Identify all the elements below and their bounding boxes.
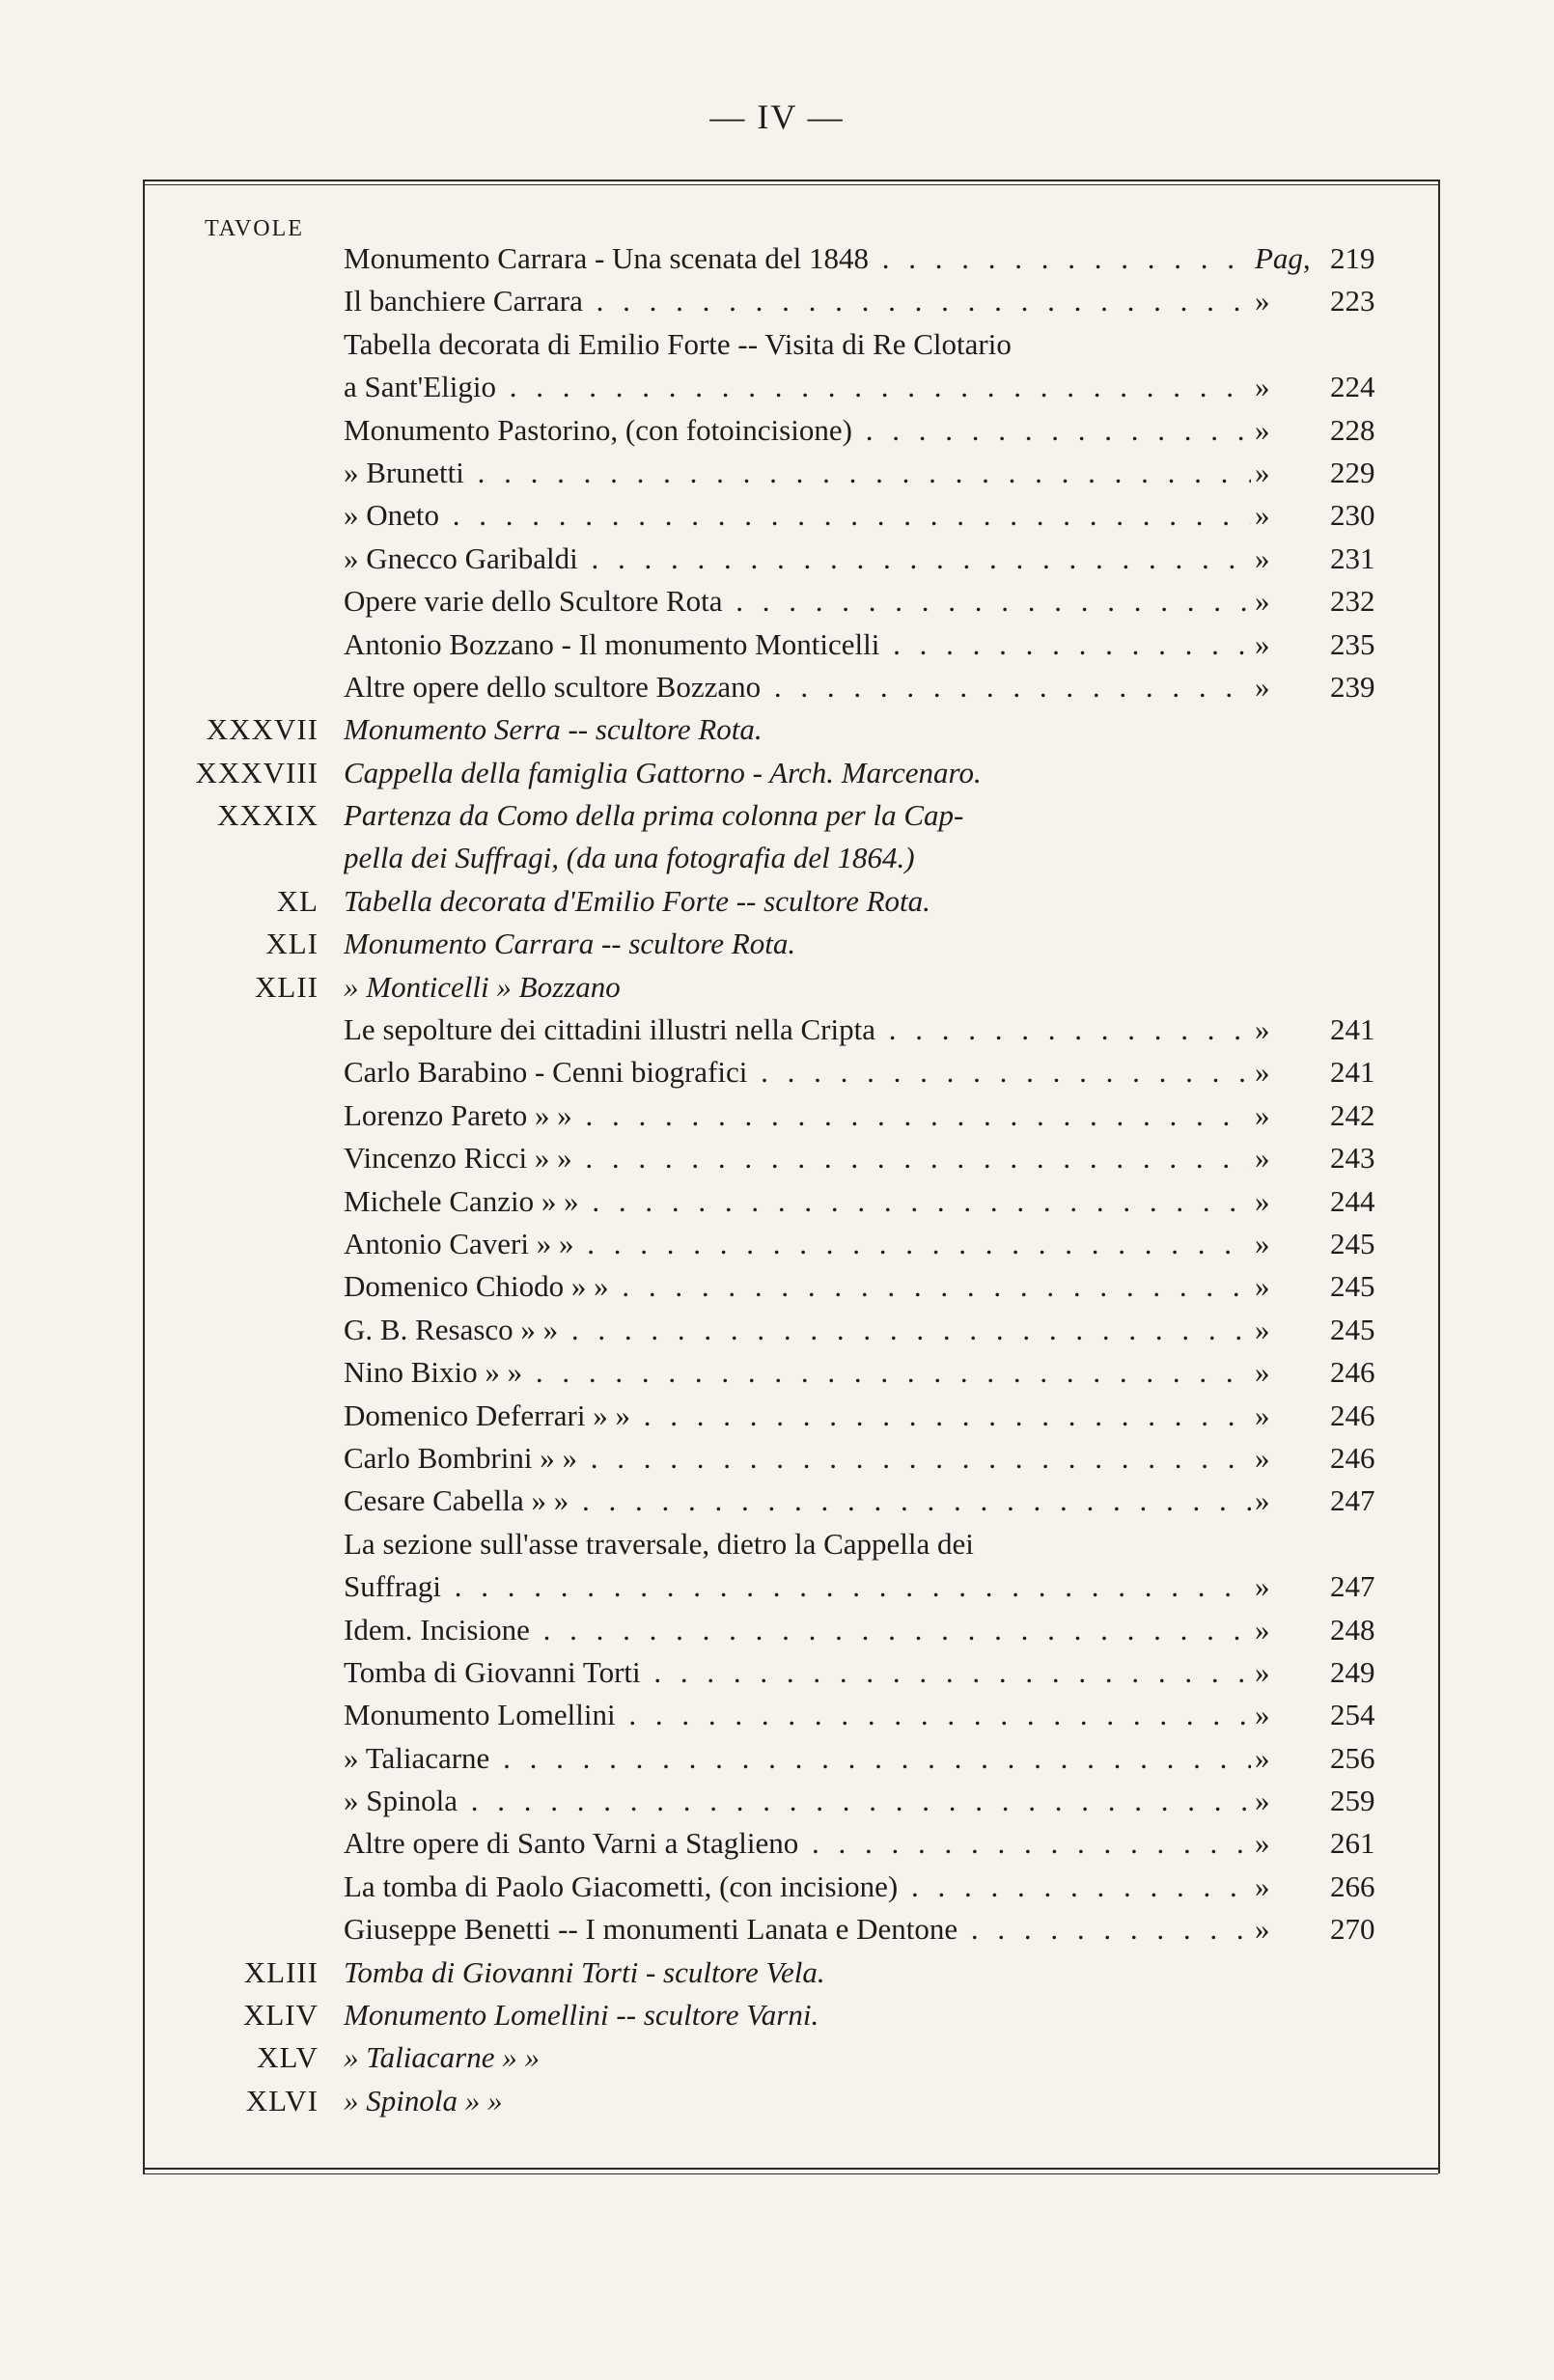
index-row xyxy=(145,1651,1434,1694)
page-number: 247 xyxy=(1330,1483,1375,1518)
index-row xyxy=(145,2080,1434,2122)
plate-number: XLV xyxy=(257,2040,319,2075)
page-number: 219 xyxy=(1330,241,1375,275)
plate-number: XXXIX xyxy=(217,798,319,833)
index-row xyxy=(145,1609,1434,1651)
page-number: 224 xyxy=(1330,370,1375,404)
page-number: 245 xyxy=(1330,1269,1375,1304)
section-label: TAVOLE xyxy=(205,216,304,241)
index-row xyxy=(145,1437,1434,1480)
page-mark: » xyxy=(1255,498,1270,533)
page-mark: » xyxy=(1255,1141,1270,1176)
index-row xyxy=(145,708,1434,751)
page-number: 229 xyxy=(1330,455,1375,489)
index-row xyxy=(145,1523,1434,1565)
entry-title: Il banchiere Carrara . . . xyxy=(344,280,1251,322)
entry-title: Monumento Lomellini . . . xyxy=(344,1694,1251,1736)
page-number: 249 xyxy=(1330,1654,1375,1689)
bottom-rule-thin xyxy=(143,2173,1438,2174)
entry-title: a Sant'Eligio . . . xyxy=(344,366,1251,408)
entry-title: G. B. Resasco » » . . . xyxy=(344,1309,1251,1351)
page-mark: » xyxy=(1255,1784,1270,1818)
index-row xyxy=(145,494,1434,537)
page-number: 266 xyxy=(1330,1868,1375,1903)
index-row xyxy=(145,237,1434,280)
entry-title: » Oneto . . . xyxy=(344,494,1251,537)
index-row xyxy=(145,1866,1434,1908)
entry-title: Antonio Caveri » » . . . xyxy=(344,1223,1251,1265)
index-list xyxy=(145,237,1434,2122)
index-row xyxy=(145,323,1434,366)
page-number: 247 xyxy=(1330,1569,1375,1604)
page-number: 248 xyxy=(1330,1612,1375,1647)
page-mark: » xyxy=(1255,284,1270,318)
entry-title: Monumento Lomellini -- scultore Varni. xyxy=(344,1998,819,2033)
index-row xyxy=(145,966,1434,1009)
index-row xyxy=(145,580,1434,623)
page-number: 246 xyxy=(1330,1398,1375,1432)
page-mark: » xyxy=(1255,1012,1270,1047)
index-row xyxy=(145,1565,1434,1608)
page-mark: » xyxy=(1255,669,1270,704)
entry-title: Tomba di Giovanni Torti - scultore Vela. xyxy=(344,1954,825,1989)
index-row xyxy=(145,1694,1434,1736)
page-mark: » xyxy=(1255,1569,1270,1604)
page-mark: » xyxy=(1255,1097,1270,1132)
page-number: 246 xyxy=(1330,1355,1375,1390)
page-number: 232 xyxy=(1330,584,1375,619)
page-mark: » xyxy=(1255,1183,1270,1218)
page-number: 270 xyxy=(1330,1912,1375,1947)
page-number: 230 xyxy=(1330,498,1375,533)
entry-title: » Spinola . . . xyxy=(344,1780,1251,1822)
page-number: 244 xyxy=(1330,1183,1375,1218)
page-mark: Pag, xyxy=(1255,241,1311,275)
page-mark: » xyxy=(1255,584,1270,619)
entry-title: Tabella decorata di Emilio Forte -- Visita di Re Clotario xyxy=(344,326,1012,361)
plate-number: XLVI xyxy=(245,2083,319,2117)
plate-number: XLI xyxy=(265,927,319,961)
page-number: 254 xyxy=(1330,1698,1375,1732)
page-mark: » xyxy=(1255,1483,1270,1518)
page-number: 228 xyxy=(1330,412,1375,447)
index-row xyxy=(145,452,1434,494)
index-row xyxy=(145,1780,1434,1822)
entry-title: Opere varie dello Scultore Rota . . . xyxy=(344,580,1251,623)
entry-title: Carlo Barabino - Cenni biografici . . . xyxy=(344,1051,1251,1093)
index-row xyxy=(145,2036,1434,2079)
index-row xyxy=(145,1480,1434,1522)
index-row xyxy=(145,366,1434,408)
entry-title: Altre opere di Santo Varni a Staglieno . . . xyxy=(344,1822,1251,1865)
page-number: 246 xyxy=(1330,1440,1375,1475)
page-mark: » xyxy=(1255,1055,1270,1090)
page-number: 241 xyxy=(1330,1055,1375,1090)
index-row xyxy=(145,1094,1434,1137)
entry-title: La sezione sull'asse traversale, dietro la Cappella dei xyxy=(344,1526,974,1561)
page-number: 242 xyxy=(1330,1097,1375,1132)
entry-title: Monumento Carrara -- scultore Rota. xyxy=(344,927,796,961)
index-row xyxy=(145,1009,1434,1051)
page-number: 245 xyxy=(1330,1312,1375,1346)
entry-title: Domenico Deferrari » » . . . xyxy=(344,1395,1251,1437)
page-number: 239 xyxy=(1330,669,1375,704)
page-mark: » xyxy=(1255,1740,1270,1775)
plate-number: XLII xyxy=(255,969,319,1004)
page-number: 261 xyxy=(1330,1826,1375,1861)
entry-title: » Gnecco Garibaldi . . . xyxy=(344,538,1251,580)
bottom-rule xyxy=(143,2168,1438,2170)
index-row xyxy=(145,880,1434,923)
entry-title: Vincenzo Ricci » » . . . xyxy=(344,1137,1251,1179)
page-mark: » xyxy=(1255,1226,1270,1260)
page-mark: » xyxy=(1255,1398,1270,1432)
page-number: 243 xyxy=(1330,1141,1375,1176)
plate-number: XLIV xyxy=(242,1998,319,2033)
plate-number: XLIII xyxy=(243,1954,319,1989)
page-mark: » xyxy=(1255,1654,1270,1689)
page-number: 245 xyxy=(1330,1226,1375,1260)
entry-title: » Brunetti . . . xyxy=(344,452,1251,494)
entry-title: Tomba di Giovanni Torti . . . xyxy=(344,1651,1251,1694)
entry-title: » Taliacarne . . . xyxy=(344,1737,1251,1780)
entry-title: Le sepolture dei cittadini illustri nella Cripta . . . xyxy=(344,1009,1251,1051)
index-row xyxy=(145,538,1434,580)
entry-title: Monumento Serra -- scultore Rota. xyxy=(344,712,763,747)
entry-title: Domenico Chiodo » » . . . xyxy=(344,1265,1251,1308)
index-row xyxy=(145,623,1434,666)
index-row xyxy=(145,923,1434,965)
page-mark: » xyxy=(1255,1355,1270,1390)
page-mark: » xyxy=(1255,370,1270,404)
entry-title: Cappella della famiglia Gattorno - Arch. Marcenaro. xyxy=(344,755,982,789)
page-number: 231 xyxy=(1330,540,1375,575)
index-row xyxy=(145,1137,1434,1179)
page-mark: » xyxy=(1255,540,1270,575)
page-mark: » xyxy=(1255,412,1270,447)
plate-number: XXXVIII xyxy=(195,755,319,789)
index-row xyxy=(145,666,1434,708)
index-row xyxy=(145,1180,1434,1223)
index-row xyxy=(145,409,1434,452)
index-row xyxy=(145,1223,1434,1265)
entry-title: » Taliacarne » » xyxy=(344,2040,540,2075)
entry-title: Tabella decorata d'Emilio Forte -- scultore Rota. xyxy=(344,883,930,918)
index-row xyxy=(145,1309,1434,1351)
entry-title: Michele Canzio » » . . . xyxy=(344,1180,1251,1223)
entry-title: Idem. Incisione . . . xyxy=(344,1609,1251,1651)
page-mark: » xyxy=(1255,455,1270,489)
entry-title: Monumento Pastorino, (con fotoincisione) . . . xyxy=(344,409,1251,452)
entry-title: Partenza da Como della prima colonna per la Cap- xyxy=(344,798,964,833)
page-mark: » xyxy=(1255,1269,1270,1304)
page-mark: » xyxy=(1255,1868,1270,1903)
index-row xyxy=(145,1951,1434,1994)
entry-title: Carlo Bombrini » » . . . xyxy=(344,1437,1251,1480)
page-number: 223 xyxy=(1330,284,1375,318)
entry-title: Suffragi . . . xyxy=(344,1565,1251,1608)
index-row xyxy=(145,1051,1434,1093)
page-mark: » xyxy=(1255,1698,1270,1732)
page-mark: » xyxy=(1255,1912,1270,1947)
entry-title: Monumento Carrara - Una scenata del 1848 . . . xyxy=(344,237,1251,280)
index-row xyxy=(145,794,1434,837)
page-mark: » xyxy=(1255,1312,1270,1346)
page-header: — IV — xyxy=(709,97,845,136)
entry-title: pella dei Suffragi, (da una fotografia del 1864.) xyxy=(344,841,915,875)
page-mark: » xyxy=(1255,1612,1270,1647)
plate-number: XL xyxy=(276,883,319,918)
index-row xyxy=(145,280,1434,322)
page-mark: » xyxy=(1255,626,1270,661)
entry-title: Lorenzo Pareto » » . . . xyxy=(344,1094,1251,1137)
page-mark: » xyxy=(1255,1440,1270,1475)
entry-title: Altre opere dello scultore Bozzano . . . xyxy=(344,666,1251,708)
page-mark: » xyxy=(1255,1826,1270,1861)
page-number: 241 xyxy=(1330,1012,1375,1047)
index-row xyxy=(145,1737,1434,1780)
page-number: 235 xyxy=(1330,626,1375,661)
page-number: 256 xyxy=(1330,1740,1375,1775)
index-row xyxy=(145,1908,1434,1951)
index-row xyxy=(145,752,1434,794)
entry-title: Nino Bixio » » . . . xyxy=(344,1351,1251,1394)
entry-title: Antonio Bozzano - Il monumento Monticelli . . . xyxy=(344,623,1251,666)
entry-title: Cesare Cabella » » . . . xyxy=(344,1480,1251,1522)
entry-title: Giuseppe Benetti -- I monumenti Lanata e Dentone . . . xyxy=(344,1908,1251,1951)
index-row xyxy=(145,1265,1434,1308)
index-row xyxy=(145,1395,1434,1437)
entry-title: » Spinola » » xyxy=(344,2083,503,2117)
index-row xyxy=(145,1994,1434,2036)
index-row xyxy=(145,837,1434,879)
entry-title: La tomba di Paolo Giacometti, (con incisione) . . . xyxy=(344,1866,1251,1908)
index-row xyxy=(145,1351,1434,1394)
page-number: 259 xyxy=(1330,1784,1375,1818)
entry-title: » Monticelli » Bozzano xyxy=(344,969,621,1004)
plate-number: XXXVII xyxy=(206,712,319,747)
index-row xyxy=(145,1822,1434,1865)
